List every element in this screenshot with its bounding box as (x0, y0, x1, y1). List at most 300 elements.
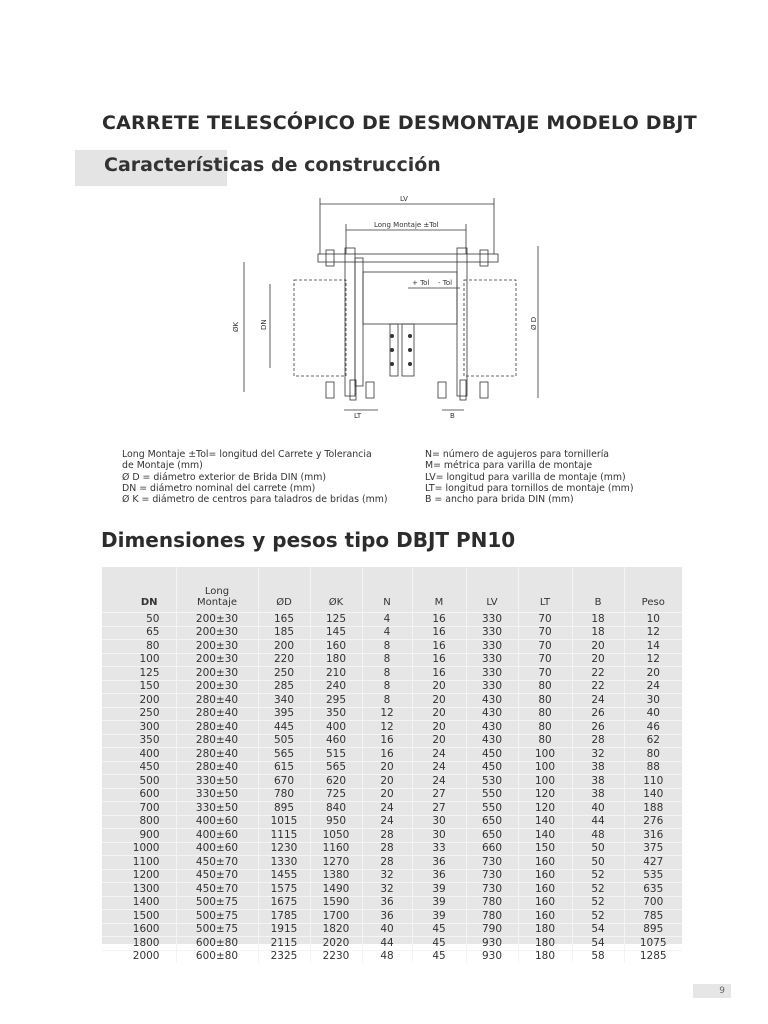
table-cell: 38 (572, 788, 624, 802)
table-cell: 500 (102, 775, 176, 789)
table-cell: 1100 (102, 856, 176, 870)
table-cell: 950 (310, 815, 362, 829)
table-cell: 80 (518, 734, 572, 748)
table-cell: 220 (258, 653, 310, 667)
table-cell: 80 (624, 748, 682, 762)
table-row (102, 775, 682, 789)
table-cell: 1500 (102, 910, 176, 924)
table-cell: 160 (518, 896, 572, 910)
table-cell: 160 (518, 869, 572, 883)
table-cell: 40 (572, 802, 624, 816)
table-cell: 36 (362, 896, 412, 910)
table-cell: 295 (310, 694, 362, 708)
legend-line: Long Montaje ±Tol= longitud del Carrete y Tolerancia (122, 449, 372, 460)
table-row (102, 694, 682, 708)
table-cell: 930 (466, 950, 518, 963)
table-cell: 505 (258, 734, 310, 748)
table-cell: 30 (624, 694, 682, 708)
table-cell: 300 (102, 721, 176, 735)
table-header-cell: B (572, 567, 624, 613)
table-row (102, 896, 682, 910)
table-cell: 140 (624, 788, 682, 802)
table-cell: 125 (102, 667, 176, 681)
table-cell: 375 (624, 842, 682, 856)
table-cell: 120 (518, 802, 572, 816)
table-cell: 8 (362, 694, 412, 708)
legend-line: LV= longitud para varilla de montaje (mm) (425, 471, 626, 483)
page-number: 9 (693, 984, 731, 998)
table-cell: 70 (518, 640, 572, 654)
page-title: CARRETE TELESCÓPICO DE DESMONTAJE MODELO DBJT (102, 112, 697, 134)
table-cell: 39 (412, 910, 466, 924)
table-cell: 200 (258, 640, 310, 654)
table-cell: 100 (518, 761, 572, 775)
table-cell: 1285 (624, 950, 682, 963)
table-cell: 52 (572, 896, 624, 910)
table-cell: 780 (258, 788, 310, 802)
table-cell: 20 (412, 680, 466, 694)
table-cell: 1160 (310, 842, 362, 856)
table-cell: 80 (518, 694, 572, 708)
table-cell: 160 (518, 856, 572, 870)
table-cell: 1015 (258, 815, 310, 829)
table-cell: 24 (412, 748, 466, 762)
table-row (102, 869, 682, 883)
table-cell: 58 (572, 950, 624, 963)
table-row (102, 748, 682, 762)
table-cell: 24 (412, 761, 466, 775)
table-cell: 550 (466, 802, 518, 816)
table-header-cell: LT (518, 567, 572, 613)
table-cell: 500±75 (176, 896, 258, 910)
table-cell: 38 (572, 775, 624, 789)
table-cell: 39 (412, 896, 466, 910)
table-row (102, 613, 682, 627)
table-cell: 150 (102, 680, 176, 694)
table-cell: 62 (624, 734, 682, 748)
table-cell: 330 (466, 613, 518, 627)
table-cell: 120 (518, 788, 572, 802)
table-cell: 450 (466, 748, 518, 762)
table-cell: 730 (466, 856, 518, 870)
table-cell: 180 (310, 653, 362, 667)
table-cell: 670 (258, 775, 310, 789)
table-cell: 12 (362, 707, 412, 721)
table-row (102, 680, 682, 694)
table-cell: 535 (624, 869, 682, 883)
table-cell: 28 (362, 842, 412, 856)
table-row (102, 721, 682, 735)
table-cell: 20 (624, 667, 682, 681)
table-cell: 565 (310, 761, 362, 775)
table-cell: 895 (258, 802, 310, 816)
table-cell: 16 (412, 613, 466, 627)
table-cell: 450±70 (176, 869, 258, 883)
table-header-cell: N (362, 567, 412, 613)
table-cell: 16 (412, 653, 466, 667)
table-cell: 1490 (310, 883, 362, 897)
table-cell: 20 (572, 640, 624, 654)
table-cell: 24 (412, 775, 466, 789)
table-cell: 1820 (310, 923, 362, 937)
table-row (102, 923, 682, 937)
table-cell: 52 (572, 883, 624, 897)
table-cell: 46 (624, 721, 682, 735)
table-row (102, 842, 682, 856)
table-cell: 450 (466, 761, 518, 775)
table-cell: 140 (518, 829, 572, 843)
table-cell: 8 (362, 640, 412, 654)
table-row (102, 802, 682, 816)
section-subtitle: Características de construcción (104, 154, 441, 176)
table-cell: 40 (362, 923, 412, 937)
table-cell: 800 (102, 815, 176, 829)
table-cell: 1455 (258, 869, 310, 883)
table-cell: 8 (362, 667, 412, 681)
table-cell: 16 (412, 626, 466, 640)
table-cell: 395 (258, 707, 310, 721)
table-cell: 70 (518, 613, 572, 627)
table-cell: 895 (624, 923, 682, 937)
table-cell: 285 (258, 680, 310, 694)
table-cell: 45 (412, 950, 466, 963)
table-cell: 316 (624, 829, 682, 843)
table-cell: 28 (572, 734, 624, 748)
table-row (102, 761, 682, 775)
table-cell: 185 (258, 626, 310, 640)
table-cell: 32 (572, 748, 624, 762)
table-cell: 780 (466, 910, 518, 924)
table-row (102, 883, 682, 897)
table-cell: 38 (572, 761, 624, 775)
table-cell: 427 (624, 856, 682, 870)
table-cell: 8 (362, 653, 412, 667)
table-cell: 16 (412, 667, 466, 681)
table-cell: 1075 (624, 937, 682, 951)
table-cell: 8 (362, 680, 412, 694)
table-row (102, 667, 682, 681)
table-cell: 200±30 (176, 626, 258, 640)
table-cell: 70 (518, 667, 572, 681)
table-cell: 1400 (102, 896, 176, 910)
table-row (102, 626, 682, 640)
table-cell: 24 (362, 802, 412, 816)
table-cell: 200 (102, 694, 176, 708)
legend-line: Ø K = diámetro de centros para taladros de bridas (mm) (122, 494, 388, 506)
table-cell: 14 (624, 640, 682, 654)
table-cell: 26 (572, 707, 624, 721)
table-cell: 52 (572, 869, 624, 883)
table-cell: 1200 (102, 869, 176, 883)
table-cell: 32 (362, 883, 412, 897)
table-cell: 88 (624, 761, 682, 775)
table-cell: 26 (572, 721, 624, 735)
table-cell: 70 (518, 653, 572, 667)
table-cell: 54 (572, 923, 624, 937)
table-cell: 45 (412, 923, 466, 937)
table-cell: 700 (624, 896, 682, 910)
table-cell: 635 (624, 883, 682, 897)
table-cell: 54 (572, 937, 624, 951)
table-cell: 24 (572, 694, 624, 708)
table-cell: 430 (466, 734, 518, 748)
table-cell: 330 (466, 667, 518, 681)
table-cell: 100 (518, 775, 572, 789)
table-cell: 100 (102, 653, 176, 667)
table-cell: 330 (466, 680, 518, 694)
table-cell: 1330 (258, 856, 310, 870)
table-cell: 250 (258, 667, 310, 681)
table-cell: 80 (518, 707, 572, 721)
table-cell: 30 (412, 829, 466, 843)
table-cell: 400±60 (176, 815, 258, 829)
table-row (102, 788, 682, 802)
table-cell: 20 (572, 653, 624, 667)
table-cell: 650 (466, 829, 518, 843)
od-label: Ø D (530, 316, 538, 330)
table-cell: 36 (412, 856, 466, 870)
table-cell: 18 (572, 613, 624, 627)
table-cell: 530 (466, 775, 518, 789)
table-cell: 20 (412, 694, 466, 708)
table-cell: 550 (466, 788, 518, 802)
table-cell: 4 (362, 626, 412, 640)
table-cell: 200±30 (176, 640, 258, 654)
legend-line: B = ancho para brida DIN (mm) (425, 494, 574, 506)
legend-right (425, 449, 685, 505)
table-row (102, 815, 682, 829)
table-cell: 50 (572, 842, 624, 856)
table-cell: 660 (466, 842, 518, 856)
table-cell: 180 (518, 923, 572, 937)
table-cell: 22 (572, 680, 624, 694)
table-cell: 280±40 (176, 721, 258, 735)
table-cell: 730 (466, 883, 518, 897)
table-cell: 280±40 (176, 694, 258, 708)
table-cell: 125 (310, 613, 362, 627)
table-cell: 450±70 (176, 856, 258, 870)
table-cell: 430 (466, 694, 518, 708)
tol-plus-label: + Tol (412, 279, 430, 287)
table-cell: 12 (362, 721, 412, 735)
legend-line: N= número de agujeros para tornillería (425, 449, 610, 460)
table-cell: 18 (572, 626, 624, 640)
table-row (102, 910, 682, 924)
table-cell: 20 (362, 788, 412, 802)
table-cell: 1575 (258, 883, 310, 897)
table-cell: 44 (572, 815, 624, 829)
table-row (102, 640, 682, 654)
table-cell: 600±80 (176, 950, 258, 963)
table-row (102, 653, 682, 667)
table-cell: 30 (412, 815, 466, 829)
table-cell: 1270 (310, 856, 362, 870)
table-cell: 1600 (102, 923, 176, 937)
table-cell: 80 (518, 680, 572, 694)
table-cell: 600±80 (176, 937, 258, 951)
table-cell: 28 (362, 829, 412, 843)
table-cell: 39 (412, 883, 466, 897)
table-cell: 1675 (258, 896, 310, 910)
legend-line: de Montaje (mm) (122, 460, 203, 472)
legend-left (122, 449, 392, 505)
long-montaje-label: Long Montaje ±Tol (374, 221, 439, 229)
legend-line: M= métrica para varilla de montaje (425, 460, 593, 472)
table-cell: 24 (624, 680, 682, 694)
table-row (102, 829, 682, 843)
table-cell: 930 (466, 937, 518, 951)
table-cell: 12 (624, 626, 682, 640)
table-cell: 730 (466, 869, 518, 883)
table-cell: 16 (412, 640, 466, 654)
table-cell: 188 (624, 802, 682, 816)
table-cell: 276 (624, 815, 682, 829)
table-cell: 1785 (258, 910, 310, 924)
b-label: B (450, 412, 455, 420)
table-cell: 900 (102, 829, 176, 843)
table-header-cell: M (412, 567, 466, 613)
table-cell: 1050 (310, 829, 362, 843)
table-cell: 20 (412, 707, 466, 721)
dimensions-table (102, 567, 682, 963)
table-cell: 330 (466, 653, 518, 667)
legend-line: LT= longitud para tornillos de montaje (mm) (425, 482, 634, 494)
table-cell: 165 (258, 613, 310, 627)
table-cell: 160 (310, 640, 362, 654)
table-cell: 1380 (310, 869, 362, 883)
table-cell: 65 (102, 626, 176, 640)
table-cell: 200±30 (176, 667, 258, 681)
table-cell: 1115 (258, 829, 310, 843)
table-cell: 620 (310, 775, 362, 789)
table-cell: 2325 (258, 950, 310, 963)
table-cell: 40 (624, 707, 682, 721)
table-row (102, 937, 682, 951)
table-cell: 600 (102, 788, 176, 802)
table-cell: 22 (572, 667, 624, 681)
table-cell: 200±30 (176, 653, 258, 667)
table-cell: 450±70 (176, 883, 258, 897)
table-cell: 1915 (258, 923, 310, 937)
table-cell: 145 (310, 626, 362, 640)
table-cell: 1000 (102, 842, 176, 856)
construction-diagram (232, 192, 552, 428)
table-cell: 450 (102, 761, 176, 775)
table-cell: 2115 (258, 937, 310, 951)
table-cell: 565 (258, 748, 310, 762)
table-cell: 80 (102, 640, 176, 654)
table-cell: 100 (518, 748, 572, 762)
table-cell: 27 (412, 788, 466, 802)
table-cell: 1300 (102, 883, 176, 897)
table-cell: 160 (518, 883, 572, 897)
table-cell: 2020 (310, 937, 362, 951)
table-cell: 160 (518, 910, 572, 924)
table-header-cell: DN (140, 597, 158, 608)
dimensions-table-container (102, 567, 682, 962)
table-cell: 725 (310, 788, 362, 802)
table-cell: 330 (466, 626, 518, 640)
table-cell: 430 (466, 707, 518, 721)
table-cell: 44 (362, 937, 412, 951)
table-cell: 615 (258, 761, 310, 775)
table-cell: 330±50 (176, 802, 258, 816)
table-cell: 33 (412, 842, 466, 856)
table-cell: 280±40 (176, 748, 258, 762)
table-cell: 150 (518, 842, 572, 856)
table-cell: 10 (624, 613, 682, 627)
table-cell: 2000 (102, 950, 176, 963)
table-cell: 48 (362, 950, 412, 963)
table-header-cell: ØK (310, 567, 362, 613)
table-cell: 1700 (310, 910, 362, 924)
table-cell: 50 (572, 856, 624, 870)
table-cell: 500±75 (176, 923, 258, 937)
table-cell: 4 (362, 613, 412, 627)
table-cell: 340 (258, 694, 310, 708)
table-cell: 20 (412, 721, 466, 735)
table-cell: 515 (310, 748, 362, 762)
table-cell: 790 (466, 923, 518, 937)
table-cell: 240 (310, 680, 362, 694)
table-cell: 27 (412, 802, 466, 816)
table-cell: 70 (518, 626, 572, 640)
table-cell: 330±50 (176, 788, 258, 802)
table-cell: 200±30 (176, 680, 258, 694)
table-cell: 16 (362, 734, 412, 748)
table-cell: 840 (310, 802, 362, 816)
table-cell: 500±75 (176, 910, 258, 924)
table-cell: 210 (310, 667, 362, 681)
table-row (102, 707, 682, 721)
table-cell: 36 (412, 869, 466, 883)
table-cell: 780 (466, 896, 518, 910)
table-cell: 28 (362, 856, 412, 870)
table-cell: 80 (518, 721, 572, 735)
table-cell: 140 (518, 815, 572, 829)
table-cell: 650 (466, 815, 518, 829)
table-cell: 330 (466, 640, 518, 654)
tol-minus-label: - Tol (438, 279, 453, 287)
table-header-cell: LV (466, 567, 518, 613)
table-cell: 700 (102, 802, 176, 816)
legend-line: Ø D = diámetro exterior de Brida DIN (mm) (122, 471, 327, 483)
table-cell: 280±40 (176, 761, 258, 775)
table-cell: 16 (362, 748, 412, 762)
table-cell: 180 (518, 950, 572, 963)
table-header-cell: Peso (624, 567, 682, 613)
table-cell: 36 (362, 910, 412, 924)
table-row (102, 734, 682, 748)
table-cell: 1800 (102, 937, 176, 951)
table-cell: 350 (310, 707, 362, 721)
table-cell: 32 (362, 869, 412, 883)
table-cell: 460 (310, 734, 362, 748)
table-cell: 445 (258, 721, 310, 735)
table-cell: 280±40 (176, 734, 258, 748)
table-cell: 20 (412, 734, 466, 748)
ok-label: ØK (232, 321, 240, 332)
table-cell: 280±40 (176, 707, 258, 721)
table-row (102, 856, 682, 870)
table-cell: 350 (102, 734, 176, 748)
table-cell: 45 (412, 937, 466, 951)
table-row (102, 950, 682, 963)
dn-label: DN (260, 319, 268, 330)
table-cell: 785 (624, 910, 682, 924)
table-header-cell: ØD (258, 567, 310, 613)
table-cell: 50 (102, 613, 176, 627)
